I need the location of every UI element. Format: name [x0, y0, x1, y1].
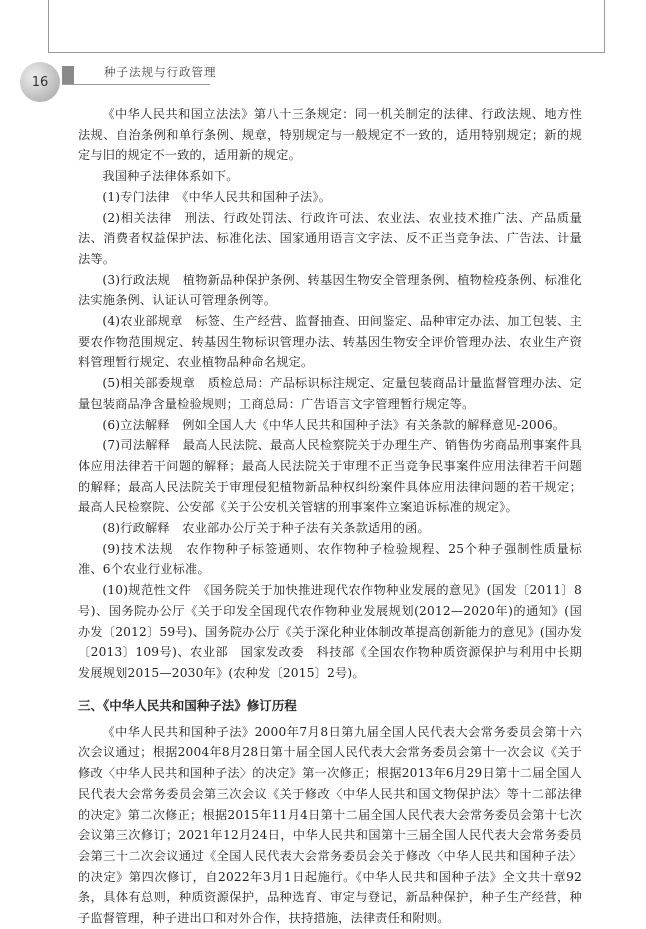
paragraph: (5)相关部委规章 质检总局：产品标识标注规定、定量包装商品计量监督管理办法、定量包装商品净含量检验规则；工商总局：广告语言文字管理暂行规定等。	[78, 376, 582, 411]
paragraph: (8)行政解释 农业部办公厅关于种子法有关条款适用的函。	[102, 521, 430, 536]
paragraph: (7)司法解释 最高人民法院、最高人民检察院关于办理生产、销售伪劣商品刑事案件具体应用法律若干问题的解释；最高人民法院关于审理不正当竞争民事案件应用法律若干问题的解释；最高人民法院关于审理侵犯植物新品种权纠纷案件具体应用法律问题的若干规定；最高人民检察院、公安部《关于公安机关管辖的刑事案件立案追诉标准的规定》。	[78, 438, 582, 515]
paragraph: (10)规范性文件 《国务院关于加快推进现代农作物种业发展的意见》(国发〔2011〕8号)、国务院办公厅《关于印发全国现代农作物种业发展规划(2012—2020年)的通知》(国办发〔2012〕59号)、国务院办公厅《关于深化种业体制改革提高创新能力的意见》(国办发〔2013〕109号)、农业部 国家发改委 科技部《全国农作物种质资源保护与利用中长期发展规划2015—2030年》(农种发〔2015〕2号)。	[78, 583, 582, 680]
header-vertical-rule	[48, 0, 49, 52]
page-number-badge	[20, 62, 60, 102]
paragraph: (2)相关法律 刑法、行政处罚法、行政许可法、农业法、农业技术推广法、产品质量法、消费者权益保护法、标准化法、国家通用语言文字法、反不正当竞争法、广告法、计量法等。	[78, 210, 582, 266]
header-tab-mark	[62, 66, 74, 84]
page-body	[78, 104, 582, 929]
paragraph: (1)专门法律 《中华人民共和国种子法》。	[102, 189, 332, 204]
running-header-title: 种子法规与行政管理	[104, 65, 217, 79]
paragraph: (4)农业部规章 标签、生产经营、监督抽查、田间鉴定、品种审定办法、加工包装、主要农作物范围规定、转基因生物标识管理办法、转基因生物安全评价管理办法、农业生产资料管理暂行规定、农业植物品种命名规定。	[78, 314, 582, 370]
section-paragraph: 《中华人民共和国种子法》2000年7月8日第九届全国人民代表大会常务委员会第十六次会议通过；根据2004年8月28日第十届全国人民代表大会常务委员会第十一次会议《关于修改〈中华人民共和国种子法〉的决定》第一次修正；根据2013年6月29日第十二届全国人民代表大会常务委员会第三次会议《关于修改〈中华人民共和国文物保护法〉等十二部法律的决定》第二次修正；根据2015年11月4日第十二届全国人民代表大会常务委员会第十七次会议第三次修订；2021年12月24日，中华人民共和国第十三届全国人民代表大会常务委员会第三十二次会议通过《全国人民代表大会常务委员会关于修改〈中华人民共和国种子法〉的决定》第四次修订，自2022年3月1日起施行。《中华人民共和国种子法》全文共十章92条，具体有总则，种质资源保护，品种选育、审定与登记，新品种保护，种子生产经营，种子监督管理，种子进出口和对外合作，扶持措施，法律责任和附则。	[78, 724, 582, 926]
paragraph: (3)行政法规 植物新品种保护条例、转基因生物安全管理条例、植物检疫条例、标准化法实施条例、认证认可管理条例等。	[78, 272, 582, 308]
section-heading: 三、《中华人民共和国种子法》修订历程	[78, 697, 297, 713]
paragraph: 《中华人民共和国立法法》第八十三条规定：同一机关制定的法律、行政法规、地方性法规、自治条例和单行条例、规章，特别规定与一般规定不一致的，适用特别规定；新的规定与旧的规定不一致的，适用新的规定。	[78, 107, 582, 163]
paragraph: 我国种子法律体系如下。	[102, 169, 239, 184]
paragraph: (6)立法解释 例如全国人大《中华人民共和国种子法》有关条款的解释意见-2006。	[102, 417, 566, 432]
header-right-rule	[604, 0, 605, 53]
paragraph: (9)技术法规 农作物种子标签通则、农作物种子检验规程、25个种子强制性质量标准、6个农业行业标准。	[78, 541, 582, 577]
header-horizontal-rule	[48, 52, 604, 53]
page-number: 16	[31, 74, 49, 90]
